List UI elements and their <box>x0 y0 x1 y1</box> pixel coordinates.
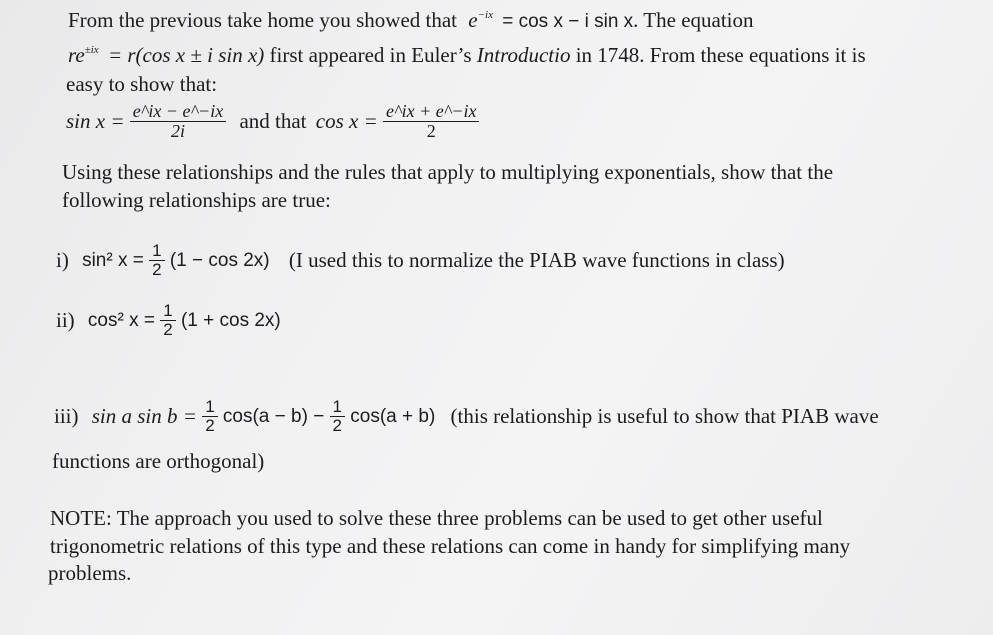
cos-fraction <box>383 102 479 141</box>
cos-lhs: cos x = <box>315 108 378 133</box>
problem-3-fraction-1 <box>202 398 217 435</box>
book-title: Introductio <box>476 43 571 67</box>
problem-3-note-continued: functions are orthogonal) <box>52 449 265 473</box>
instruction-line-1 <box>62 162 833 183</box>
problem-1 <box>56 242 785 290</box>
note-text-3: problems. <box>48 561 132 585</box>
problem-3-note: (this relationship is useful to show that PIAB wave <box>450 403 879 428</box>
problem-3 <box>54 398 879 448</box>
cos-denominator: 2 <box>426 120 436 141</box>
instruction-text-1: Using these relationships and the rules that apply to multiplying exponentials, show that the <box>62 160 834 184</box>
problem-1-rhs: (1 − cos 2x) <box>169 249 270 271</box>
intro-tail-2: in 1748. From these equations it is <box>575 43 866 67</box>
intro-line-3 <box>66 74 217 95</box>
note-text-2: trigonometric relations of this type and these relations can come in handy for simplifying many <box>50 534 851 558</box>
problem-2 <box>56 302 281 350</box>
problem-1-fraction <box>149 242 164 279</box>
note-line-2 <box>50 536 850 557</box>
problem-2-rhs: (1 + cos 2x) <box>180 309 281 331</box>
intro-text-3: easy to show that: <box>66 72 218 96</box>
problem-3-denominator-2: 2 <box>332 415 343 435</box>
sin-denominator: 2i <box>170 120 185 141</box>
euler-e: e <box>468 8 478 32</box>
problem-2-fraction <box>160 302 175 339</box>
problem-3-numerator-1: 1 <box>205 397 215 416</box>
polar-lhs: re <box>68 43 85 67</box>
problem-2-numerator: 1 <box>163 301 173 320</box>
note-line-3 <box>48 563 131 584</box>
instruction-text-2: following relationships are true: <box>62 188 331 212</box>
problem-1-denominator: 2 <box>152 259 162 279</box>
problem-2-label: ii) <box>56 307 75 332</box>
problem-1-label: i) <box>56 247 69 272</box>
problem-1-numerator: 1 <box>152 241 162 260</box>
note-line-1 <box>50 508 823 529</box>
cos-numerator: e^ix + e^−ix <box>386 101 477 121</box>
intro-text-1: From the previous take home you showed that <box>68 8 458 32</box>
identity-connector: and that <box>239 108 307 133</box>
problem-1-lhs: sin² x = <box>82 249 144 271</box>
problem-3-denominator-1: 2 <box>205 415 215 435</box>
problem-2-lhs: cos² x = <box>87 309 155 331</box>
polar-rhs: = r(cos x ± i sin x) <box>107 43 265 67</box>
problem-1-note: (I used this to normalize the PIAB wave functions in class) <box>288 247 785 272</box>
intro-line-2 <box>68 45 866 66</box>
problem-3-rhs: cos(a + b) <box>350 405 436 427</box>
intro-line-1 <box>68 10 754 31</box>
problem-3-note-continued-line <box>52 451 264 472</box>
sin-lhs: sin x = <box>66 108 125 133</box>
problem-3-middle: cos(a − b) − <box>222 405 325 427</box>
euler-rhs: = cos x − i sin x <box>502 11 634 32</box>
intro-text-2: first appeared in Euler’s <box>269 43 472 67</box>
problem-3-numerator-2: 1 <box>332 397 343 416</box>
intro-tail-1: . The equation <box>633 8 754 32</box>
euler-exponent: −ix <box>477 9 493 21</box>
sin-numerator: e^ix − e^−ix <box>132 101 224 121</box>
note-text-1: NOTE: The approach you used to solve these three problems can be used to get other useful <box>50 506 823 530</box>
sin-fraction <box>130 102 226 141</box>
problem-3-lhs: sin a sin b = <box>91 403 197 428</box>
identity-row <box>66 102 479 162</box>
problem-3-label: iii) <box>54 403 79 428</box>
instruction-line-2 <box>62 190 331 211</box>
problem-3-fraction-2 <box>330 398 345 435</box>
problem-2-denominator: 2 <box>163 319 173 339</box>
polar-exponent: ±ix <box>84 44 99 56</box>
